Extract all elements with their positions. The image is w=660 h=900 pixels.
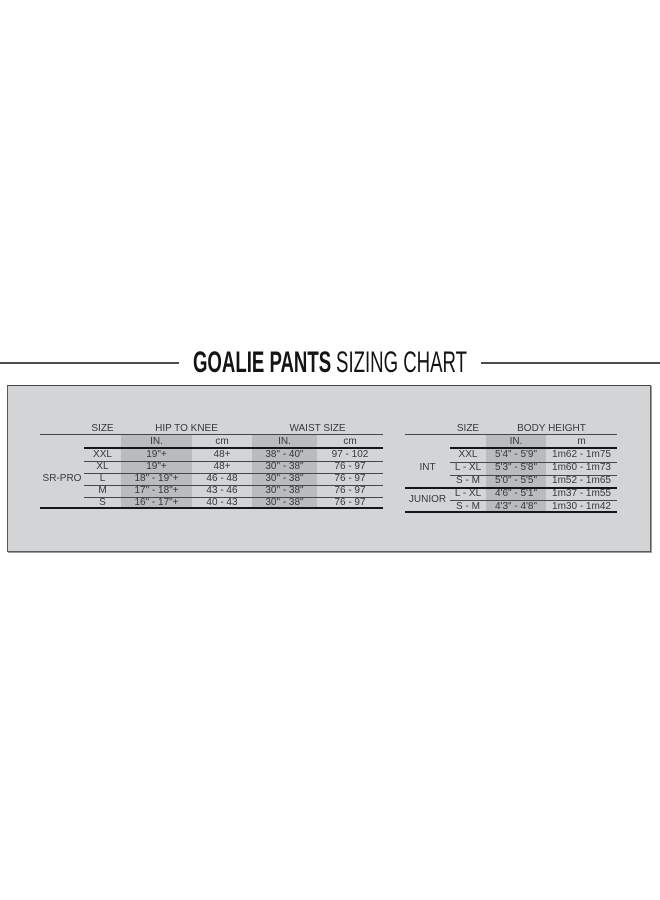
row-label-size: XL [96, 461, 109, 472]
table-cell: 76 - 97 [334, 485, 366, 496]
row-label-size: L - XL [454, 462, 482, 474]
table-cell: 76 - 97 [334, 497, 366, 508]
table-cell: 1m52 - 1m65 [552, 474, 611, 486]
row-label-size: L - XL [454, 487, 482, 499]
table-cell: 43 - 46 [206, 485, 238, 496]
title-rule-left [0, 362, 179, 364]
table-cell: 46 - 48 [206, 473, 238, 484]
table-cell: 5'4" - 5'9" [494, 449, 538, 461]
group-label-int: INT [419, 462, 436, 474]
sizing-chart-panel [7, 385, 651, 552]
table-cell: 30" - 38" [265, 461, 304, 472]
table-cell: 40 - 43 [206, 497, 238, 508]
table-cell: 76 - 97 [334, 473, 366, 484]
column-header-waist-size: WAIST SIZE [289, 422, 346, 434]
column-header-hip-to-knee: HIP TO KNEE [155, 422, 218, 434]
table-cell: 30" - 38" [265, 497, 304, 508]
table-cell: 4'3" - 4'8" [494, 500, 538, 512]
table-cell: 1m37 - 1m55 [552, 487, 611, 499]
title-bold-text: GOALIE PANTS [192, 346, 332, 379]
table-cell: 16" - 17"+ [134, 497, 179, 508]
table-cell: 5'0" - 5'5" [494, 474, 538, 486]
row-label-size: M [98, 485, 107, 496]
table-cell: 18" - 19"+ [134, 473, 179, 484]
row-label-size: S [99, 497, 106, 508]
column-header-body-height: BODY HEIGHT [517, 422, 586, 434]
unit-header-cm: cm [343, 435, 357, 447]
row-label-size: S - M [456, 474, 480, 486]
table-cell: 4'6" - 5'1" [494, 487, 538, 499]
hip-waist-table [40, 423, 383, 509]
page-title [179, 348, 481, 378]
group-label-junior: JUNIOR [408, 494, 447, 506]
table-cell: 76 - 97 [334, 461, 366, 472]
row-label-size: XXL [458, 449, 478, 461]
column-header-size: SIZE [91, 422, 114, 434]
unit-header-in: IN. [509, 435, 523, 447]
body-height-table [405, 423, 617, 513]
unit-header-in: IN. [278, 435, 291, 447]
table-cell: 17" - 18"+ [134, 485, 179, 496]
table-cell: 1m62 - 1m75 [552, 449, 611, 461]
group-label-sr-pro: SR-PRO [42, 473, 82, 484]
row-label-size: S - M [456, 500, 480, 512]
title-regular-text: SIZING CHART [336, 346, 468, 379]
table-cell: 19"+ [146, 461, 167, 472]
table-cell: 48+ [213, 461, 231, 472]
page-title-text [193, 348, 467, 378]
table-cell: 97 - 102 [331, 449, 369, 460]
unit-header-in: IN. [150, 435, 163, 447]
table-cell: 30" - 38" [265, 485, 304, 496]
table-cell: 48+ [213, 449, 231, 460]
row-label-size: L [99, 473, 106, 484]
page-title-row [0, 346, 660, 379]
column-header-size: SIZE [456, 422, 480, 434]
table-cell: 1m30 - 1m42 [552, 500, 611, 512]
unit-header-m: m [577, 435, 586, 447]
table-cell: 1m60 - 1m73 [552, 462, 611, 474]
title-rule-right [481, 362, 660, 364]
table-cell: 19"+ [146, 449, 167, 460]
table-cell: 30" - 38" [265, 473, 304, 484]
unit-header-cm: cm [215, 435, 229, 447]
table-cell: 38" - 40" [265, 449, 304, 460]
row-label-size: XXL [93, 449, 112, 460]
table-cell: 5'3" - 5'8" [494, 462, 538, 474]
